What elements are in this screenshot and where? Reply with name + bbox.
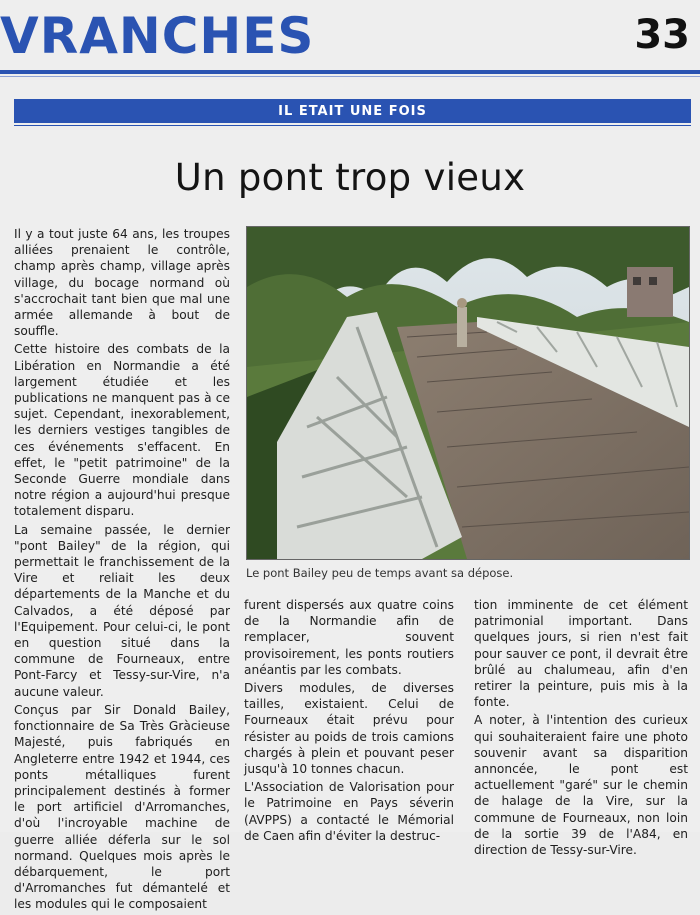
headline: Un pont trop vieux (174, 156, 526, 199)
article-paragraph: tion imminente de cet élément patrimonial important. Dans quelques jours, si rien n'est fait pour sauver ce pont, il devrait être brûlé au chalumeau, afin d'en retirer la peinture, puis mis à la fonte. (474, 598, 688, 710)
masthead-title: VRANCHES (0, 7, 315, 65)
page-number: 33 (634, 12, 690, 58)
article-paragraph: Cette histoire des combats de la Libération en Normandie a été largement étudiée et les publications ne manquent pas à ce sujet. Cependant, inexorablement, les derniers vestiges tangibles de ces événements s'effacent. En effet, le "petit patrimoine" de la Seconde Guerre mondiale dans notre région a aujourd'hui presque totalement disparu. (14, 342, 230, 519)
article-paragraph: Conçus par Sir Donald Bailey, fonctionnaire de Sa Très Gràcieuse Majesté, puis fabriqués en Angleterre entre 1942 et 1944, ces ponts métalliques furent principalement destinés à former le port artificiel d'Arromanches, d'où l'incroyable machine de guerre alliée déferla sur le sol normand. Quelques mois après le débarquement, le port d'Arromanches fut démantelé et les modules qui le composaient (14, 702, 230, 912)
article-column-middle (244, 597, 454, 846)
masthead-rule (0, 70, 700, 74)
article-paragraph: L'Association de Valorisation pour le Patrimoine en Pays séverin (AVPPS) a contacté le Mémorial de Caen afin d'éviter la destruc- (244, 780, 454, 843)
rubric-rule (14, 125, 691, 126)
article-column-left (14, 226, 230, 915)
article-paragraph: Il y a tout juste 64 ans, les troupes alliées prenaient le contrôle, champ après champ, village après village, du bocage normand où s'accrochait tant bien que mal une armée allemande à bout de souffle. (14, 227, 230, 339)
article-paragraph: Divers modules, de diverses tailles, existaient. Celui de Fourneaux était prévu pour résister au poids de trois camions chargés à plein et pouvant peser jusqu'à 10 tonnes chacun. (244, 681, 454, 777)
bridge-photo (246, 226, 690, 560)
masthead-rule-thin (0, 76, 700, 77)
rubric-label: IL ETAIT UNE FOIS (278, 103, 427, 119)
rubric-band (14, 99, 691, 123)
article-paragraph: furent dispersés aux quatre coins de la Normandie afin de remplacer, souvent provisoirement, les ponts routiers anéantis par les combats. (244, 598, 454, 677)
article-column-right (474, 597, 688, 860)
article-paragraph: La semaine passée, le dernier "pont Bailey" de la région, qui permettait le franchissement de la Vire et reliait les deux départements de la Manche et du Calvados, a été déposé par l'Equipement. Pour celui-ci, le pont en question situé dans la commune de Fourneaux, entre Pont-Farcy et Tessy-sur-Vire, n'a aucune valeur. (14, 522, 230, 699)
article-paragraph: A noter, à l'intention des curieux qui souhaiteraient faire une photo souvenir avant sa disparition annoncée, le pont est actuellement "garé" sur le chemin de halage de la Vire, sur la commune de Fourneaux, non loin de la sortie 39 de l'A84, en direction de Tessy-sur-Vire. (474, 713, 688, 858)
photo-caption: Le pont Bailey peu de temps avant sa dépose. (246, 566, 514, 580)
